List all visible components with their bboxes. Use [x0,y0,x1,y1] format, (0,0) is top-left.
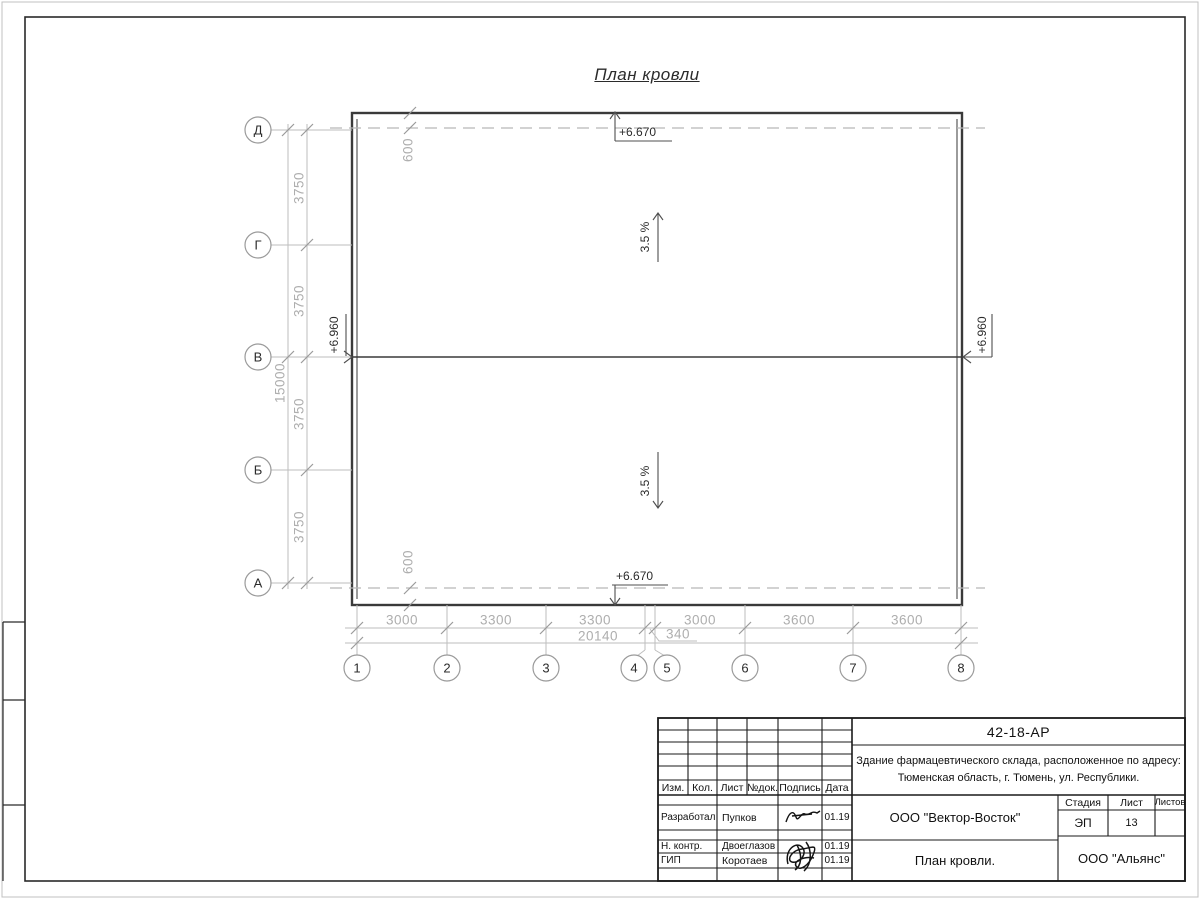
tb-sheet-title: План кровли. [914,853,996,868]
tb-stage-label: Стадия [1065,796,1101,809]
elevation-ridge-right: +6.960 [975,316,989,354]
tb-company: ООО "Вектор-Восток" [889,810,1021,825]
dim-row-total: 15000 [272,362,288,404]
bottom-dimensions [345,605,978,656]
dim-col-total: 20140 [577,628,619,644]
tb-col-izm: Изм. [661,781,685,794]
tb-col-data: Дата [825,781,849,794]
grid-row-label-a: А [253,575,263,591]
grid-row-label-g: Г [254,237,262,253]
tb-sheet-value: 13 [1125,817,1138,829]
tb-name-developer: Пупков [722,811,757,824]
elevation-eave-top: +6.670 [619,125,657,139]
tb-project [855,745,1182,795]
grid-bubbles [245,117,974,681]
dim-col-5: 3000 [683,612,717,628]
grid-col-label-3: 3 [542,660,550,676]
tb-date-ncontrol: 01.19 [824,841,850,852]
tb-name-gip: Коротаев [722,854,768,867]
tb-listov-label: Листов [1155,797,1185,808]
tb-date-developer: 01.19 [824,812,850,823]
tb-project-line2: Тюменская область, г. Тюмень, ул. Республики. [897,772,1140,784]
dim-col-2: 3300 [479,612,513,628]
tb-org: ООО "Альянс" [1078,851,1165,866]
tb-col-list: Лист [720,781,744,794]
elevation-eave-bottom: +6.670 [616,569,654,583]
tb-stage-value: ЭП [1074,816,1092,830]
tb-col-kol: Кол. [692,781,713,794]
grid-col-label-6: 6 [741,660,749,676]
grid-col-label-1: 1 [353,660,361,676]
dim-col-7: 3600 [890,612,924,628]
dim-col-3: 3300 [578,612,612,628]
signature-developer [786,811,820,822]
grid-col-label-8: 8 [957,660,965,676]
left-dimensions [271,124,352,589]
dim-row-3: 3750 [291,397,307,431]
grid-col-label-2: 2 [443,660,451,676]
tb-project-line1: Здание фармацевтического склада, расположенное по адресу: [856,754,1181,767]
roof-outline [330,113,985,605]
dim-row-2: 3750 [291,284,307,318]
tb-role-developer: Разработал [661,812,716,823]
tb-role-ncontrol: Н. контр. [661,841,703,852]
tb-role-gip: ГИП [661,855,681,866]
signature-chief [787,842,815,871]
dim-col-1: 3000 [385,612,419,628]
dimension-ticks [282,107,967,649]
grid-col-label-4: 4 [630,660,638,676]
grid-row-label-b: Б [253,462,263,478]
tb-date-gip: 01.19 [824,855,850,866]
slope-label-down: 3.5 % [638,465,652,497]
slope-label-up: 3.5 % [638,221,652,253]
page-title: План кровли [594,65,700,84]
dim-col-4: 340 [665,626,691,642]
grid-row-label-d: Д [253,122,263,138]
tb-col-ndok: №док. [747,781,778,794]
tb-name-ncontrol: Двоеглазов [722,841,776,852]
dim-overhang-top: 600 [400,137,416,163]
tb-list-label: Лист [1120,796,1143,809]
dim-row-4: 3750 [291,510,307,544]
grid-row-label-v: В [253,349,263,365]
grid-col-label-5: 5 [663,660,671,676]
elevation-marks [344,112,992,605]
dim-row-1: 3750 [291,171,307,205]
dim-col-6: 3600 [782,612,816,628]
grid-col-label-7: 7 [849,660,857,676]
tb-col-podpis: Подпись [779,781,821,794]
slope-arrows [653,213,663,508]
dim-overhang-bottom: 600 [400,549,416,575]
elevation-ridge-left: +6.960 [327,316,341,354]
tb-doc-number: 42-18-АР [986,723,1051,740]
tb-sheets-total-value [1155,810,1185,836]
